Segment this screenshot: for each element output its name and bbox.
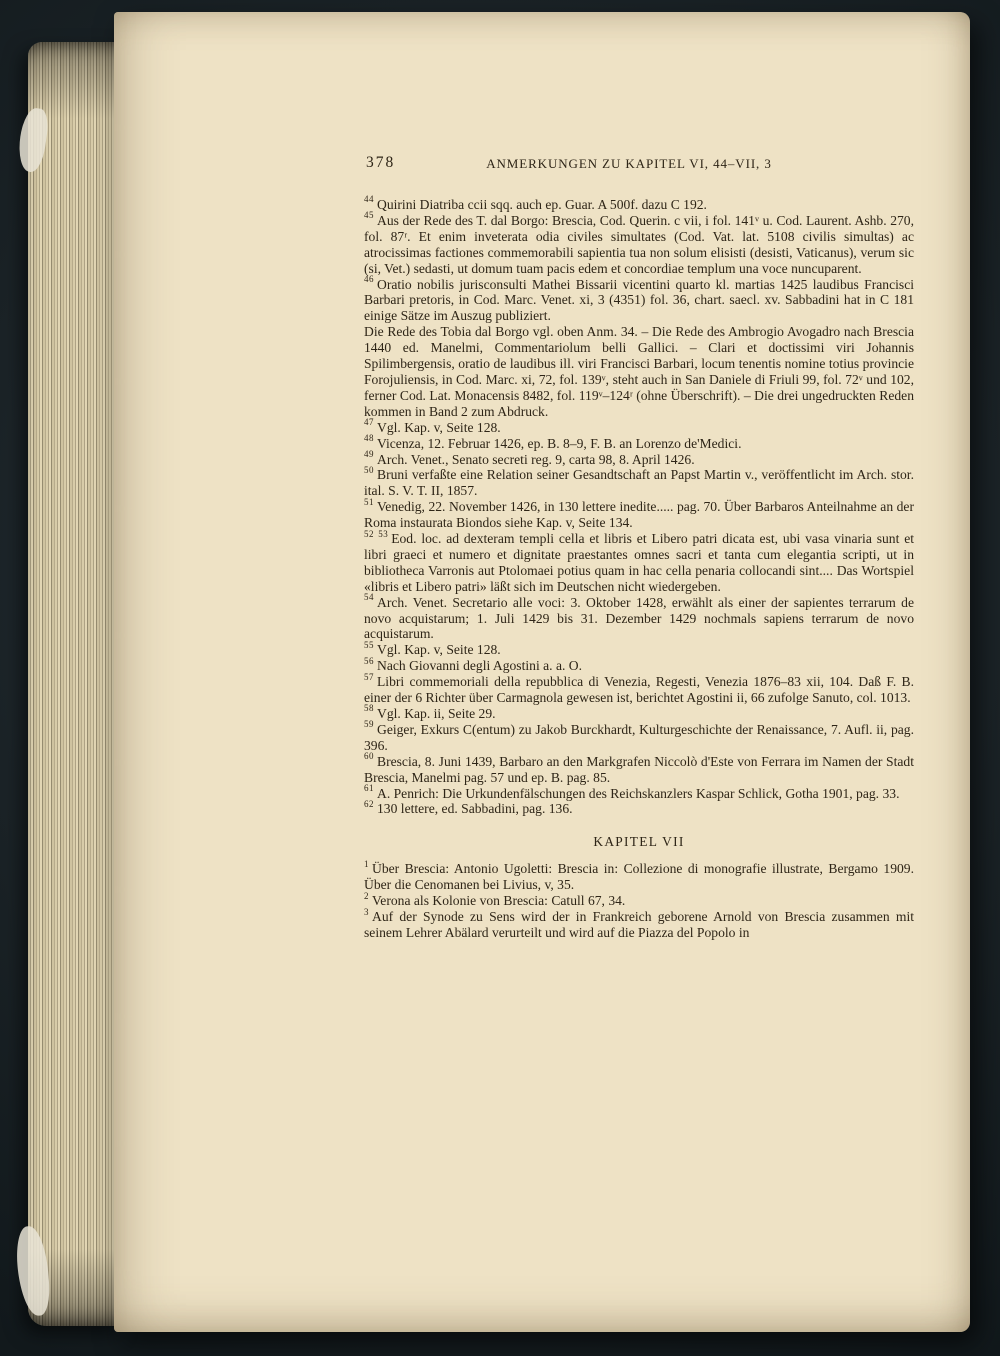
footnote-text: Arch. Venet. Secretario alle voci: 3. Oktober 1428, erwählt als einer der sapientes terrarum de novo acquistarum; 1. Juli 1429 bis 31. Dezember 1429 nochmals sapiens terrarum de novo acquistarum. — [364, 594, 914, 642]
paper-tear-top — [16, 107, 51, 174]
footnote-number: 57 — [364, 671, 374, 682]
chapter-heading: KAPITEL VII — [593, 834, 685, 850]
footnote-text: Geiger, Exkurs C(entum) zu Jakob Burckhardt, Kulturgeschichte der Renaissance, 7. Aufl. ii, pag. 396. — [364, 721, 914, 753]
footnote-number: 54 — [364, 592, 374, 603]
footnote-text: Quirini Diatriba ccii sqq. auch ep. Guar. A 500f. dazu C 192. — [377, 197, 707, 212]
footnote — [364, 210, 914, 277]
footnote-text: Eod. loc. ad dexteram templi cella et libris et Libero patri dicata est, ubi vasa vinaria sunt et libri graeci et numero et dignitate praestantes omnes sacri et tanta cum elegantia scripti, ut in bibliotheca Varronis aut Ptolomaei potius quam in hac cella penaria collocandi sint.... Das Wortspiel «libris et Libero patri» läßt sich im Deutschen nicht wiedergeben. — [364, 531, 915, 594]
footnote — [364, 798, 914, 817]
footnote-text: Die Rede des Tobia dal Borgo vgl. oben Anm. 34. – Die Rede des Ambrogio Avogadro nach Brescia 1440 ed. Manelmi, Commentariolum belli Gallici. – Clari et doctissimi viri Johannis Spilimbergensis, oratio de laudibus ill. viri Francisci Barbari, locum tenentis nomine totius provincie Forojuliensis, in Cod. Marc. xi, 72, fol. 139ᵛ, steht auch in San Daniele di Friuli 99, fol. 72ᵛ und 102, ferner Cod. Lat. Monacensis 8482, fol. 119ᵛ–124ʳ (ohne Überschrift). – Die drei ungedruckten Reden kommen in Band 2 zum Abdruck. — [364, 324, 914, 419]
footnote-number: 58 — [364, 703, 374, 714]
footnote — [364, 324, 914, 419]
footnote — [364, 528, 915, 595]
footnote — [364, 906, 914, 941]
footnote-text: Oratio nobilis jurisconsulti Mathei Bissarii vicentini quarto kl. martias 1425 laudibus Francisci Barbari pretoris, in Cod. Marc. Venet. xi, 3 (4351) fol. 36, chart. saecl. xv. Sabbadini hat in C 181 einige Sätze im Auszug publiziert. — [364, 276, 914, 324]
footnote-text: Über Brescia: Antonio Ugoletti: Brescia in: Collezione di monografie illustrate, Bergamo 1909. Über die Cenomanen bei Livius, v, 35. — [364, 861, 914, 893]
footnote-number: 56 — [364, 655, 374, 666]
footnote — [364, 592, 914, 643]
footnote-number: 46 — [364, 274, 374, 284]
footnote-number: 59 — [364, 719, 374, 730]
footnote-number: 55 — [364, 639, 374, 650]
footnote-text: 130 lettere, ed. Sabbadini, pag. 136. — [377, 801, 573, 817]
footnote-number: 44 — [364, 194, 374, 205]
footnote-text: Verona als Kolonie von Brescia: Catull 67, 34. — [372, 893, 626, 909]
footnote-number: 49 — [364, 448, 374, 459]
footnote-text: A. Penrich: Die Urkundenfälschungen des Reichskanzlers Kaspar Schlick, Gotha 1901, pag. 33. — [377, 785, 900, 801]
footnote-text: Venedig, 22. November 1426, in 130 lettere inedite..... pag. 70. Über Barbaros Anteilnahme an der Roma instaurata Biondos siehe Kap. v, Seite 134. — [364, 499, 914, 531]
footnote-number: 1 — [364, 858, 369, 869]
footnote — [364, 464, 914, 499]
running-header: ANMERKUNGEN ZU KAPITEL VI, 44–VII, 3 — [486, 156, 772, 171]
footnote — [364, 890, 914, 909]
footnote — [364, 448, 914, 468]
footnote — [364, 783, 914, 802]
footnote-text: Auf der Synode zu Sens wird der in Frankreich geborene Arnold von Brescia zusammen mit seinem Lehrer Abälard verurteilt und wird auf die Piazza del Popolo in — [364, 909, 914, 940]
footnote-number: 45 — [364, 210, 374, 221]
footnote-text: Vgl. Kap. v, Seite 128. — [377, 642, 501, 658]
page-edges-stack — [28, 42, 124, 1326]
paper-tear-bottom — [14, 1225, 52, 1317]
footnote-number: 47 — [364, 417, 374, 428]
footnote-number: 62 — [364, 798, 374, 809]
chapter-footnotes-block — [364, 858, 914, 941]
page-content — [364, 154, 914, 941]
footnote-text: Vgl. Kap. v, Seite 128. — [377, 419, 501, 435]
footnote-text: Brescia, 8. Juni 1439, Barbaro an den Markgrafen Niccolò d'Este von Ferrara im Namen der Stadt Brescia, Manelmi pag. 57 und ep. B. pag. 85. — [364, 753, 914, 785]
footnote-text: Aus der Rede des T. dal Borgo: Brescia, Cod. Querin. c vii, i fol. 141ᵛ u. Cod. Laurent. Ashb. 270, fol. 87ʳ. Et enim inveterata odia civiles simultates (Cod. Vat. lat. 5108 civilis simultas) ac atrocissimas factiones commemorabili sapientia tua non solum elisisti (desisti, Vaticanus), verum sic (si, Vet.) sedasti, ut domum tuam pacis edem et concordiae templum una voce nuncuparent. — [364, 212, 914, 276]
footnote — [364, 751, 914, 786]
footnote-number: 50 — [364, 464, 374, 475]
footnote-number: 60 — [364, 751, 374, 762]
footnote-number: 3 — [364, 906, 369, 917]
footnote-text: Vgl. Kap. ii, Seite 29. — [377, 706, 496, 721]
footnotes-block — [364, 194, 915, 817]
footnote-text: Arch. Venet., Senato secreti reg. 9, carta 98, 8. April 1426. — [377, 451, 695, 467]
book — [28, 12, 970, 1342]
footnote — [364, 719, 914, 754]
footnote — [364, 655, 914, 674]
footnote-number: 61 — [364, 783, 374, 793]
footnote — [364, 671, 914, 706]
footnote-number: 2 — [364, 890, 369, 901]
footnote — [364, 194, 914, 213]
footnote — [364, 433, 914, 452]
page-number: 378 — [366, 154, 396, 171]
footnote-number: 48 — [364, 433, 374, 444]
footnote-number: 51 — [364, 496, 374, 507]
page-header-row — [364, 154, 914, 176]
footnote — [364, 703, 914, 722]
footnote — [364, 496, 914, 531]
footnote — [364, 417, 914, 436]
footnote-text: Nach Giovanni degli Agostini a. a. O. — [377, 658, 583, 674]
footnote — [364, 858, 914, 893]
footnote-text: Libri commemoriali della repubblica di Venezia, Regesti, Venezia 1876–83 xii, 104. Daß F. B. einer der 6 Richter über Carmagnola gewesen ist, berichtet Agostini ii, 66 zufolge Sanuto, col. 1013. — [364, 674, 914, 706]
footnote-number: 52 53 — [364, 528, 389, 539]
footnote-text: Bruni verfaßte eine Relation seiner Gesandtschaft an Papst Martin v., veröffentlicht im Arch. stor. ital. S. V. T. II, 1857. — [364, 467, 914, 499]
book-page — [114, 12, 970, 1332]
footnote — [364, 274, 914, 325]
footnote-text: Vicenza, 12. Februar 1426, ep. B. 8–9, F. B. an Lorenzo de'Medici. — [377, 435, 742, 451]
footnote — [364, 639, 914, 658]
